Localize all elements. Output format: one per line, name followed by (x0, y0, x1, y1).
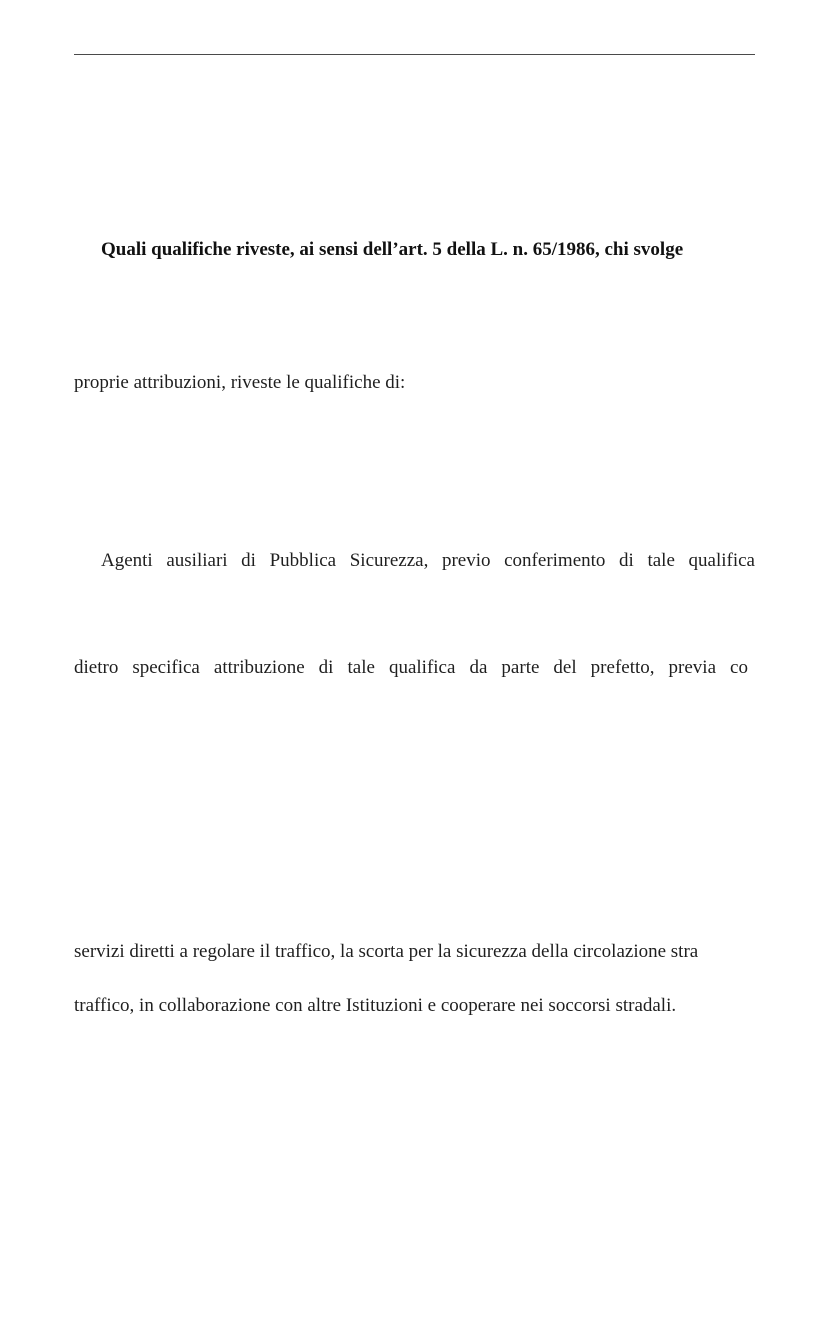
header-rule (74, 54, 755, 55)
question-heading: Quali qualifiche riveste, ai sensi dell’art. 5 della L. n. 65/1986, chi svolge (101, 239, 684, 260)
answer-line-4: servizi diretti a regolare il traffico, la scorta per la sicurezza della circolazione stra (74, 941, 699, 962)
answer-line-2: Agenti ausiliari di Pubblica Sicurezza, previo conferimento di tale qualifica (101, 550, 755, 571)
answer-line-1: proprie attribuzioni, riveste le qualifiche di: (74, 372, 406, 393)
answer-line-5: traffico, in collaborazione con altre Istituzioni e cooperare nei soccorsi stradali. (74, 995, 677, 1016)
answer-line-3: dietro specifica attribuzione di tale qualifica da parte del prefetto, previa co (74, 657, 748, 678)
